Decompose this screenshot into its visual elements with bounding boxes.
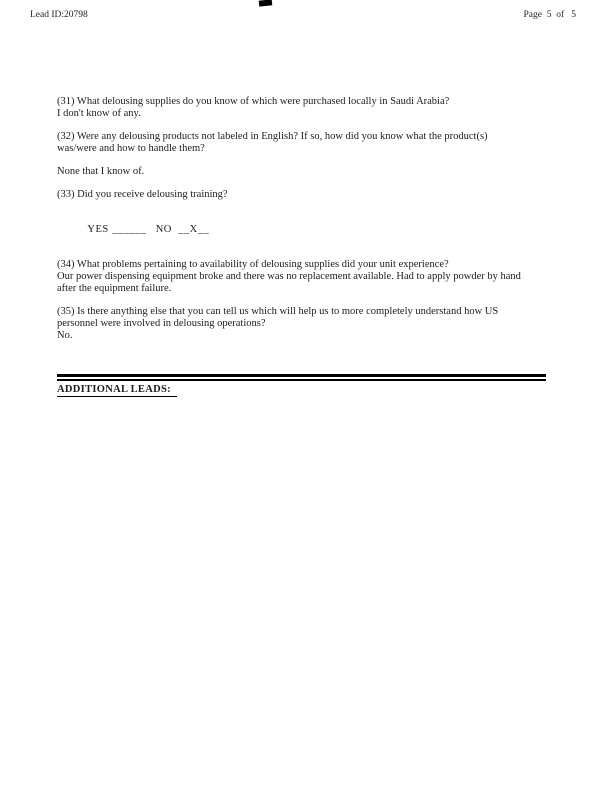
question-33-answer <box>69 212 531 248</box>
question-33 <box>57 189 519 201</box>
additional-leads-heading <box>57 384 546 396</box>
question-32-answer <box>57 166 519 178</box>
question-31-answer: I don't know of any. <box>57 108 141 119</box>
scan-artifact <box>259 0 273 7</box>
question-35-text: (35) Is there anything else that you can tell us which will help us to more completely understand how US personnel were involved in delousing operations? <box>57 306 499 329</box>
question-34 <box>57 259 537 295</box>
question-34-text: (34) What problems pertaining to availability of delousing supplies did your unit experience? <box>57 259 449 270</box>
question-31-text: (31) What delousing supplies do you know of which were purchased locally in Saudi Arabia? <box>57 96 450 107</box>
lead-id: Lead ID:20798 <box>30 10 88 20</box>
question-33-text: (33) Did you receive delousing training? <box>57 189 228 200</box>
question-32-text: (32) Were any delousing products not labeled in English? If so, how did you know what the product(s) was/were and how to handle them? <box>57 131 488 154</box>
question-35-answer: No. <box>57 330 73 341</box>
question-34-answer: Our power dispensing equipment broke and there was no replacement available. Had to apply powder by hand after the equipment failure. <box>57 271 521 294</box>
question-31 <box>57 96 519 120</box>
page-header <box>30 10 576 20</box>
additional-leads-label: ADDITIONAL LEADS: <box>57 384 177 397</box>
yes-no-response: YES ______ NO __X__ <box>87 224 210 235</box>
question-32-answer-text: None that I know of. <box>57 166 145 177</box>
page-number: Page 5 of 5 <box>523 10 576 20</box>
section-divider-rule <box>57 374 546 381</box>
questionnaire-body <box>57 96 546 396</box>
question-35 <box>57 306 519 342</box>
question-32 <box>57 131 519 155</box>
